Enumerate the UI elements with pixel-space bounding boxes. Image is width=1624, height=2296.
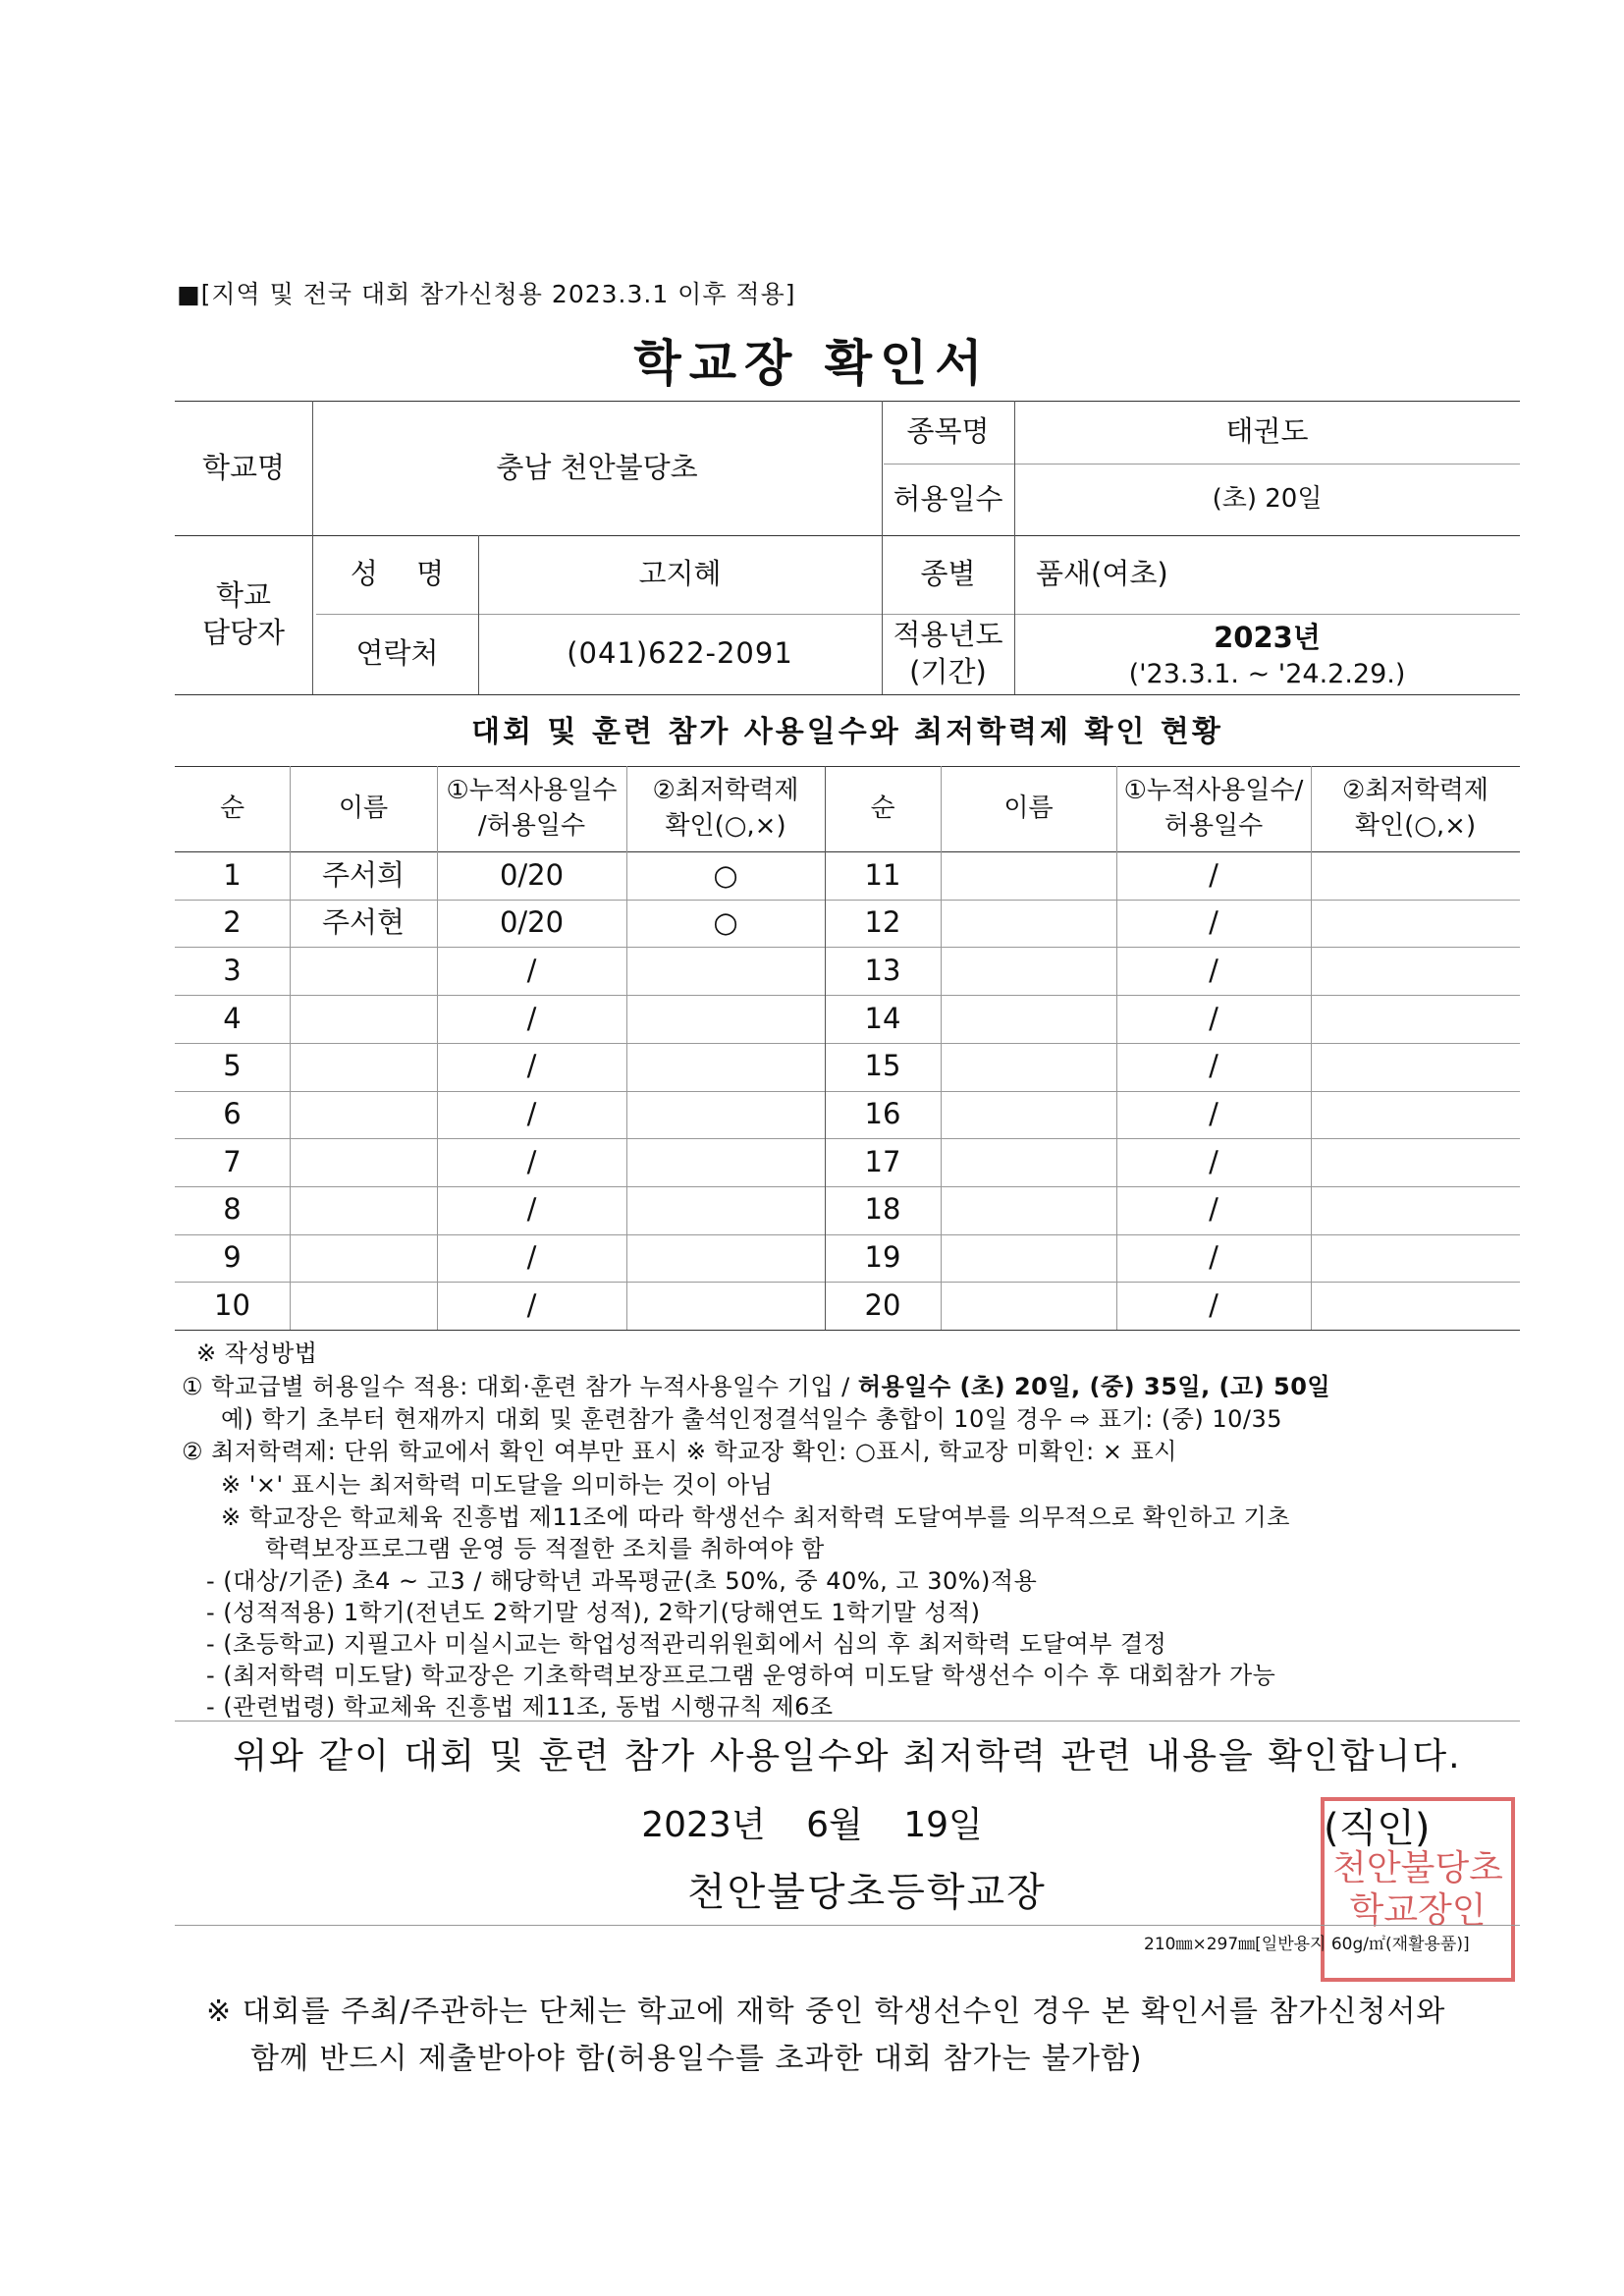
document-title: 학교장 확인서 — [633, 335, 991, 392]
table-cell-days: / — [526, 1049, 537, 1083]
table-cell-no: 12 — [864, 905, 901, 940]
table-cell-no: 3 — [223, 953, 242, 987]
table-cell-days: / — [526, 1144, 537, 1178]
table-cell-check — [1311, 1186, 1520, 1234]
table-cell-name: 주서희 — [321, 857, 406, 892]
table-cell-no: 17 — [864, 1144, 901, 1178]
instruction-item-2: ② 최저학력제: 단위 학교에서 확인 여부만 표시 ※ 학교장 확인: ○표시, 학교장 미확인: × 표시 — [182, 1438, 1177, 1465]
table-cell-days: / — [1209, 905, 1218, 940]
table-cell-check — [626, 1186, 825, 1234]
table-cell-days: / — [1209, 1144, 1218, 1178]
date-day: 19일 — [903, 1805, 983, 1845]
table-cell-no: 8 — [223, 1192, 242, 1227]
table-cell-no: 10 — [214, 1287, 250, 1322]
table-cell-check — [626, 1282, 825, 1330]
principal-title: 천안불당초등학교장 — [687, 1870, 1047, 1915]
table-cell-days: 0/20 — [499, 857, 565, 892]
year-label: 적용년도 (기간) — [893, 618, 1003, 688]
school-name-label: 학교명 — [201, 450, 286, 484]
name-label: 성 명 — [350, 557, 445, 591]
table-cell-name — [290, 1186, 437, 1234]
instruction-bullet: - (초등학교) 지필고사 미실시교는 학업성적관리위원회에서 심의 후 최저학력 도달여부 결정 — [206, 1630, 1167, 1658]
date-year: 2023년 — [641, 1805, 766, 1845]
event-value: 태권도 — [1225, 414, 1309, 449]
table-cell-no: 2 — [223, 905, 242, 940]
table-cell-days: / — [1209, 857, 1218, 892]
table-cell-name — [290, 1138, 437, 1186]
date-month: 6월 — [806, 1805, 863, 1845]
table-header-days-right: ①누적사용일수/ 허용일수 — [1123, 776, 1304, 841]
table-cell-days: / — [1209, 1240, 1218, 1275]
footer-divider — [175, 1925, 1520, 1926]
table-cell-days: / — [1209, 1097, 1218, 1130]
category-value: 품새(여초) — [1036, 557, 1168, 591]
table-cell-name — [941, 947, 1116, 995]
table-cell-no: 20 — [864, 1287, 901, 1322]
table-cell-check: ○ — [713, 857, 738, 892]
table-cell-check — [626, 1138, 825, 1186]
table-cell-check — [1311, 1138, 1520, 1186]
table-cell-days: / — [526, 1240, 537, 1275]
table-cell-name — [290, 1091, 437, 1139]
table-cell-check — [626, 947, 825, 995]
table-cell-name — [290, 947, 437, 995]
table-cell-no: 13 — [864, 953, 901, 987]
table-cell-days: / — [1209, 1192, 1218, 1227]
table-cell-no: 18 — [864, 1192, 901, 1227]
table-cell-name — [290, 1282, 437, 1330]
table-cell-check: ○ — [713, 905, 738, 940]
table-cell-days: / — [526, 1001, 537, 1035]
table-cell-name — [941, 1043, 1116, 1091]
table-cell-name — [941, 1186, 1116, 1234]
year-value: 2023년 — [1214, 621, 1321, 654]
confirmation-divider — [175, 1721, 1520, 1722]
table-header-name-right: 이름 — [1003, 793, 1054, 823]
instruction-bullet: - (성적적용) 1학기(전년도 2학기말 성적), 2학기(당해연도 1학기말 성적) — [206, 1599, 981, 1626]
table-header-no-right: 순 — [870, 793, 895, 823]
school-name-value: 충남 천안불당초 — [496, 450, 698, 484]
table-cell-check — [1311, 1043, 1520, 1091]
contact-value: (041)622-2091 — [567, 636, 793, 671]
instruction-bullet: - (최저학력 미도달) 학교장은 기초학력보장프로그램 운영하여 미도달 학생선수 이수 후 대회참가 가능 — [206, 1662, 1276, 1689]
table-cell-name — [290, 1043, 437, 1091]
seal-mark: (직인) — [1324, 1806, 1431, 1851]
instruction-note-2-line2: 학력보장프로그램 운영 등 적절한 조치를 취하여야 함 — [265, 1535, 825, 1562]
instruction-item-1-bold: 허용일수 (초) 20일, (중) 35일, (고) 50일 — [857, 1373, 1331, 1400]
table-cell-check — [1311, 1282, 1520, 1330]
confirmation-text: 위와 같이 대회 및 훈련 참가 사용일수와 최저학력 관련 내용을 확인합니다. — [233, 1736, 1462, 1777]
table-cell-no: 11 — [864, 857, 901, 892]
table-header-name-left: 이름 — [338, 793, 389, 823]
table-cell-no: 9 — [223, 1240, 242, 1275]
table-cell-name — [941, 1138, 1116, 1186]
table-cell-days: / — [526, 953, 537, 987]
instruction-item-1-text: ① 학교급별 허용일수 적용: 대회·훈련 참가 누적사용일수 기입 / — [182, 1373, 850, 1400]
table-cell-days: 0/20 — [499, 905, 565, 940]
table-cell-check — [626, 995, 825, 1043]
footer-note — [206, 1989, 1445, 2083]
table-cell-name — [290, 1234, 437, 1283]
table-cell-days: / — [1209, 1287, 1218, 1322]
paper-spec: 210㎜×297㎜[일반용지 60g/㎡(재활용품)] — [1144, 1935, 1470, 1954]
table-bottom-border — [175, 1330, 1520, 1331]
info-divider — [175, 694, 1520, 695]
table-header-no-left: 순 — [219, 793, 245, 823]
table-cell-days: / — [526, 1287, 537, 1322]
table-cell-check — [626, 1234, 825, 1283]
table-cell-name — [941, 1234, 1116, 1283]
table-cell-no: 16 — [864, 1097, 901, 1130]
table-cell-name — [941, 900, 1116, 948]
table-cell-no: 1 — [223, 857, 242, 892]
table-cell-no: 15 — [864, 1049, 901, 1083]
instruction-item-1 — [182, 1367, 1330, 1401]
stamp-text: 천안불당초 학교장인 — [1332, 1847, 1503, 1931]
table-cell-check — [1311, 1091, 1520, 1139]
manager-name-value: 고지혜 — [638, 557, 722, 591]
table-cell-name — [941, 1282, 1116, 1330]
instruction-item-1-example: 예) 학기 초부터 현재까지 대회 및 훈련참가 출석인정결석일수 총합이 10일 경우 ⇨ 표기: (중) 10/35 — [221, 1405, 1283, 1433]
table-cell-check — [626, 1043, 825, 1091]
category-label: 종별 — [920, 557, 976, 591]
event-label: 종목명 — [906, 414, 990, 449]
footer-note-line2: 함께 반드시 제출받아야 함(허용일수를 초과한 대회 참가는 불가함) — [250, 2042, 1143, 2076]
table-cell-days: / — [526, 1192, 537, 1227]
table-header-days-left: ①누적사용일수 /허용일수 — [446, 776, 618, 841]
table-header-academic-check-right: ②최저학력제 확인(○,×) — [1342, 776, 1489, 841]
table-cell-name — [290, 995, 437, 1043]
footer-note-line1: ※ 대회를 주최/주관하는 단체는 학교에 재학 중인 학생선수인 경우 본 확인서를 참가신청서와 — [206, 1995, 1446, 2029]
table-cell-check — [1311, 995, 1520, 1043]
table-cell-days: / — [1209, 1001, 1218, 1035]
table-cell-no: 19 — [864, 1240, 901, 1275]
instruction-bullet: - (대상/기준) 초4 ~ 고3 / 해당학년 과목평균(초 50%, 중 40%, 고 30%)적용 — [206, 1567, 1038, 1595]
table-cell-check — [1311, 851, 1520, 900]
instructions-heading: ※ 작성방법 — [196, 1339, 318, 1367]
table-cell-no: 6 — [223, 1097, 242, 1130]
allowed-days-label: 허용일수 — [893, 481, 1003, 516]
table-cell-name — [941, 851, 1116, 900]
table-cell-no: 14 — [864, 1001, 901, 1035]
table-cell-check — [1311, 1234, 1520, 1283]
section-heading: 대회 및 훈련 참가 사용일수와 최저학력제 확인 현황 — [471, 715, 1223, 749]
manager-label: 학교 담당자 — [201, 578, 286, 649]
year-value-block — [1014, 619, 1520, 693]
table-cell-name: 주서현 — [321, 905, 406, 940]
header-note: ■[지역 및 전국 대회 참가신청용 2023.3.1 이후 적용] — [177, 280, 796, 308]
allowed-days-value: (초) 20일 — [1212, 483, 1323, 514]
contact-label: 연락처 — [355, 636, 439, 671]
table-cell-days: / — [526, 1097, 537, 1130]
instruction-note-1: ※ '×' 표시는 최저학력 미도달을 의미하는 것이 아님 — [221, 1471, 774, 1499]
instruction-note-2-line1: ※ 학교장은 학교체육 진흥법 제11조에 따라 학생선수 최저학력 도달여부를 의무적으로 확인하고 기초 — [221, 1503, 1290, 1531]
table-cell-check — [1311, 900, 1520, 948]
table-cell-days: / — [1209, 1049, 1218, 1083]
table-cell-no: 5 — [223, 1049, 242, 1083]
instruction-bullet: - (관련법령) 학교체육 진흥법 제11조, 동법 시행규칙 제6조 — [206, 1693, 834, 1721]
table-cell-check — [626, 1091, 825, 1139]
table-cell-check — [1311, 947, 1520, 995]
table-cell-name — [941, 995, 1116, 1043]
table-cell-name — [941, 1091, 1116, 1139]
table-header-academic-check-left: ②최저학력제 확인(○,×) — [652, 776, 799, 841]
year-period: ('23.3.1. ~ '24.2.29.) — [1128, 659, 1406, 690]
table-cell-days: / — [1209, 953, 1218, 987]
table-cell-no: 4 — [223, 1001, 242, 1035]
table-cell-no: 7 — [223, 1144, 242, 1178]
